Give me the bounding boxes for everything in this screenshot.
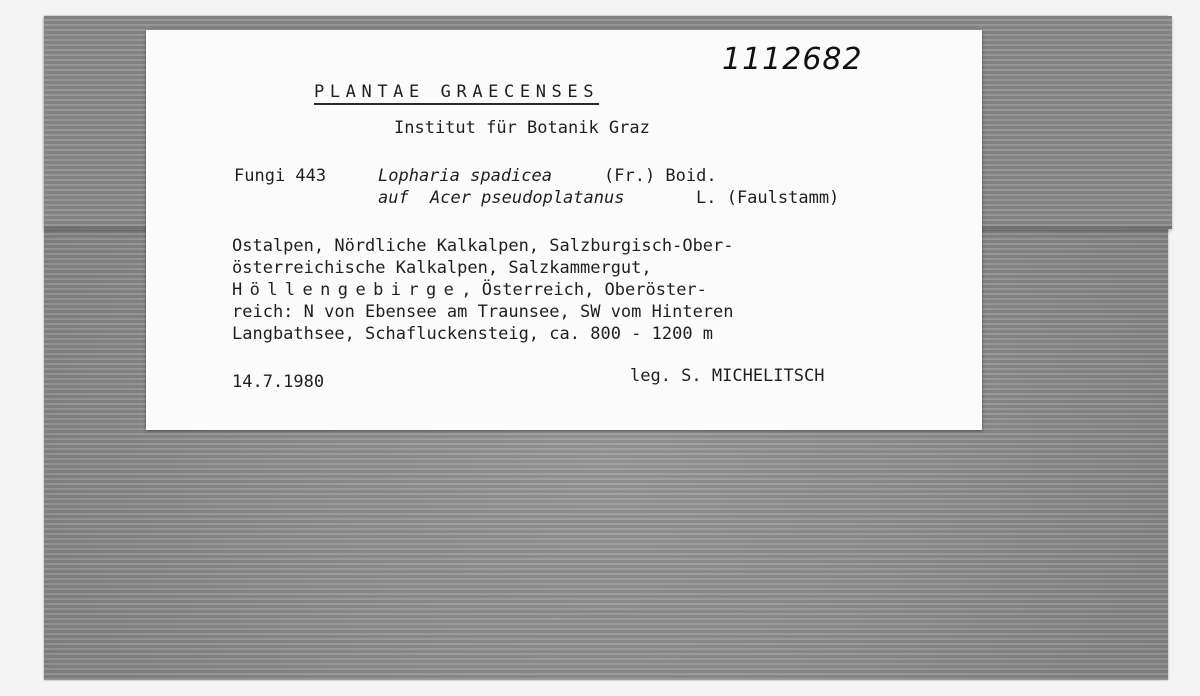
- taxon-name: Lopharia spadicea: [378, 166, 552, 186]
- herbarium-label: [146, 30, 982, 430]
- locality-line-5: Langbathsee, Schafluckensteig, ca. 800 - 1200 m: [232, 324, 714, 344]
- host-author: L. (Faulstamm): [696, 188, 840, 208]
- collection-date: 14.7.1980: [232, 372, 325, 392]
- institute-name: Institut für Botanik Graz: [394, 118, 650, 138]
- mountain-range: Höllengebirge: [232, 280, 462, 300]
- taxon-author: (Fr.) Boid.: [604, 166, 717, 186]
- series-number: Fungi 443: [234, 166, 327, 186]
- collector: leg. S. MICHELITSCH: [630, 366, 825, 386]
- locality-line-3: [232, 280, 707, 300]
- locality-line-1: Ostalpen, Nördliche Kalkalpen, Salzburgisch-Ober-: [232, 236, 734, 256]
- accession-number: 1112682: [722, 42, 863, 77]
- host-prefix: auf: [378, 188, 409, 208]
- locality-line-3-rest: , Österreich, Oberöster-: [461, 280, 707, 300]
- locality-line-4: reich: N von Ebensee am Traunsee, SW vom Hinteren: [232, 302, 734, 322]
- host-name: Acer pseudoplatanus: [430, 188, 625, 208]
- locality-line-2: österreichische Kalkalpen, Salzkammergut,: [232, 258, 652, 278]
- collection-title: PLANTAE GRAECENSES: [314, 82, 599, 105]
